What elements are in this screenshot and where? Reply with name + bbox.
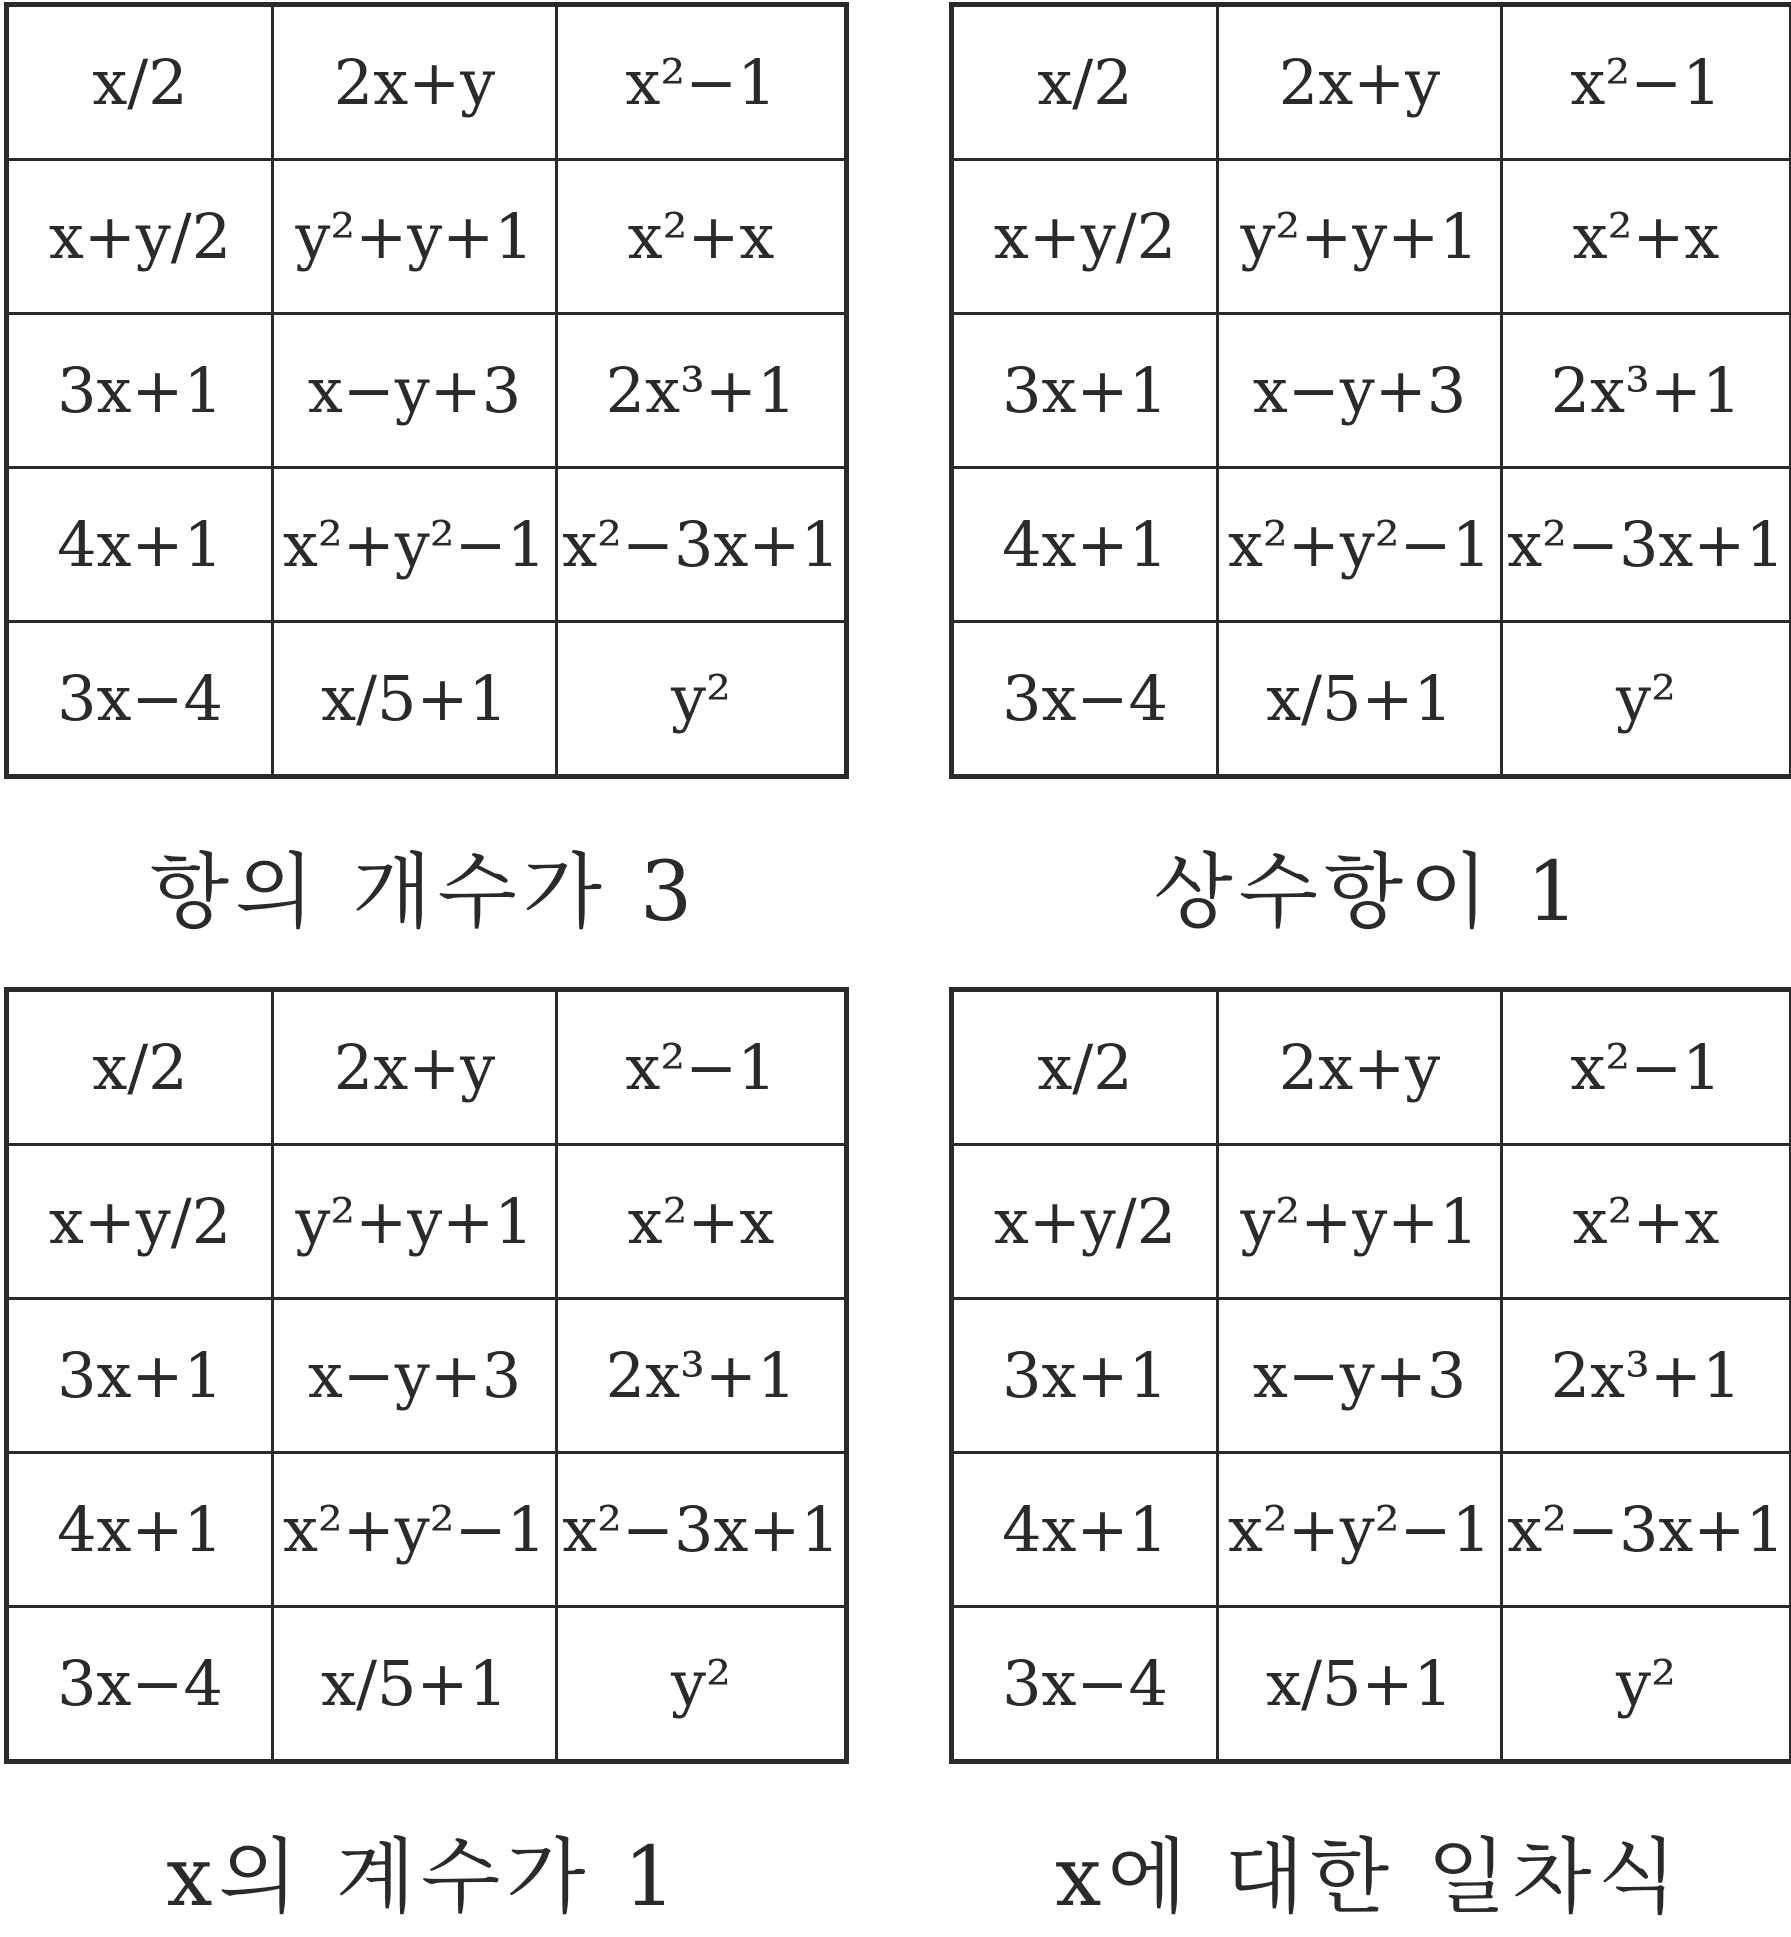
expression-text: x/2 <box>92 46 188 119</box>
table-row <box>952 990 1791 1145</box>
table-cell <box>952 5 1218 160</box>
table-cell <box>1218 990 1502 1145</box>
table-cell <box>7 314 273 468</box>
expression-text: x²+y²−1 <box>282 508 547 581</box>
expression-text: x/5+1 <box>321 662 508 735</box>
table-panel-3 <box>4 987 844 1925</box>
table-cell <box>952 990 1218 1145</box>
expression-text: x²+x <box>627 1185 775 1258</box>
expression-text: y²+y+1 <box>295 1185 534 1258</box>
expression-text: 3x+1 <box>1002 1339 1168 1412</box>
table-cell <box>1218 5 1502 160</box>
table-cell <box>273 1145 557 1299</box>
expression-text: x/5+1 <box>1266 1647 1453 1720</box>
table-row <box>952 1607 1791 1762</box>
expression-text: x²−1 <box>625 1031 777 1104</box>
table-cell <box>1502 1453 1791 1607</box>
table-cell <box>1502 1607 1791 1762</box>
table-cell <box>557 1453 847 1607</box>
expression-text: 3x+1 <box>57 354 223 427</box>
expression-text: x²−3x+1 <box>1507 1493 1785 1566</box>
table-row <box>952 1299 1791 1453</box>
table-cell <box>952 1299 1218 1453</box>
table-row <box>7 622 847 777</box>
expression-text: 3x+1 <box>1002 354 1168 427</box>
expression-text: 3x−4 <box>57 1647 223 1720</box>
expression-text: x²−3x+1 <box>562 508 840 581</box>
table-caption: 상수항이 1 <box>1153 845 1585 940</box>
table-row <box>7 468 847 622</box>
table-cell <box>557 1145 847 1299</box>
table-cell <box>1502 468 1791 622</box>
table-cell <box>1502 622 1791 777</box>
expression-text: y² <box>671 662 731 735</box>
expression-text: 3x−4 <box>57 662 223 735</box>
table-caption: x에 대한 일차식 <box>1055 1830 1683 1925</box>
expression-text: x+y/2 <box>993 200 1177 273</box>
table-row <box>7 160 847 314</box>
expression-text: 2x+y <box>1278 1031 1441 1104</box>
table-cell <box>7 468 273 622</box>
table-row <box>7 1453 847 1607</box>
table-row <box>952 622 1791 777</box>
expression-text: x²−3x+1 <box>1507 508 1785 581</box>
table-cell <box>1218 1453 1502 1607</box>
table-cell <box>1502 1145 1791 1299</box>
table-cell <box>273 468 557 622</box>
expression-text: x/5+1 <box>321 1647 508 1720</box>
table-cell <box>1502 990 1791 1145</box>
table-cell <box>1502 160 1791 314</box>
table-cell <box>557 160 847 314</box>
table-row <box>952 1145 1791 1299</box>
expression-text: 4x+1 <box>1002 508 1168 581</box>
table-row <box>7 314 847 468</box>
table-cell <box>557 1607 847 1762</box>
table-panel-4 <box>949 987 1789 1925</box>
table-cell <box>557 1299 847 1453</box>
table-cell <box>7 1299 273 1453</box>
table-row <box>7 1299 847 1453</box>
table-cell <box>952 314 1218 468</box>
table-cell <box>952 1145 1218 1299</box>
expression-text: 2x³+1 <box>1550 1339 1742 1412</box>
expression-text: x+y/2 <box>48 1185 232 1258</box>
expression-text: 2x+y <box>333 46 496 119</box>
table-cell <box>1502 1299 1791 1453</box>
expression-text: x/2 <box>1037 46 1133 119</box>
expression-text: 2x³+1 <box>1550 354 1742 427</box>
table-caption: 항의 개수가 3 <box>149 845 699 940</box>
expression-text: y² <box>671 1647 731 1720</box>
table-row <box>7 1607 847 1762</box>
expression-text: x−y+3 <box>307 354 522 427</box>
expression-table <box>949 987 1791 1764</box>
table-row <box>952 468 1791 622</box>
expression-text: 2x+y <box>1278 46 1441 119</box>
expression-text: 3x−4 <box>1002 662 1168 735</box>
expression-text: 2x³+1 <box>605 354 797 427</box>
table-cell <box>557 314 847 468</box>
table-cell <box>1218 1145 1502 1299</box>
expression-text: y² <box>1616 1647 1676 1720</box>
expression-text: x²+x <box>627 200 775 273</box>
table-cell <box>557 468 847 622</box>
expression-text: 4x+1 <box>57 508 223 581</box>
table-cell <box>557 990 847 1145</box>
expression-text: x+y/2 <box>993 1185 1177 1258</box>
expression-text: x²+y²−1 <box>282 1493 547 1566</box>
expression-text: x²+x <box>1572 1185 1720 1258</box>
expression-text: x+y/2 <box>48 200 232 273</box>
expression-text: 2x+y <box>333 1031 496 1104</box>
expression-text: y² <box>1616 662 1676 735</box>
table-cell <box>1218 1607 1502 1762</box>
table-cell <box>7 990 273 1145</box>
table-cell <box>273 160 557 314</box>
expression-table <box>4 987 849 1764</box>
table-cell <box>7 1453 273 1607</box>
table-cell <box>1218 622 1502 777</box>
expression-text: x²+y²−1 <box>1227 1493 1492 1566</box>
table-cell <box>557 622 847 777</box>
table-cell <box>1502 5 1791 160</box>
table-row <box>7 990 847 1145</box>
expression-text: x−y+3 <box>1252 354 1467 427</box>
table-cell <box>273 1453 557 1607</box>
table-cell <box>273 1299 557 1453</box>
table-row <box>952 1453 1791 1607</box>
table-cell <box>1218 1299 1502 1453</box>
expression-text: y²+y+1 <box>1240 1185 1479 1258</box>
table-cell <box>7 160 273 314</box>
table-row <box>952 5 1791 160</box>
table-cell <box>7 5 273 160</box>
table-panel-1 <box>4 2 844 940</box>
expression-text: x−y+3 <box>307 1339 522 1412</box>
expression-text: y²+y+1 <box>295 200 534 273</box>
table-cell <box>273 5 557 160</box>
table-cell <box>1218 160 1502 314</box>
expression-text: x/2 <box>1037 1031 1133 1104</box>
expression-table <box>949 2 1791 779</box>
table-cell <box>7 1607 273 1762</box>
expression-text: x²−1 <box>1570 1031 1722 1104</box>
table-cell <box>952 468 1218 622</box>
expression-text: x−y+3 <box>1252 1339 1467 1412</box>
expression-text: 2x³+1 <box>605 1339 797 1412</box>
table-row <box>7 5 847 160</box>
expression-text: x²−1 <box>1570 46 1722 119</box>
expression-text: x²+y²−1 <box>1227 508 1492 581</box>
table-cell <box>273 314 557 468</box>
expression-text: 3x+1 <box>57 1339 223 1412</box>
expression-text: 3x−4 <box>1002 1647 1168 1720</box>
table-row <box>952 314 1791 468</box>
table-cell <box>7 622 273 777</box>
table-cell <box>1218 468 1502 622</box>
table-row <box>7 1145 847 1299</box>
table-cell <box>1502 314 1791 468</box>
table-cell <box>7 1145 273 1299</box>
table-cell <box>557 5 847 160</box>
table-caption: x의 계수가 1 <box>166 1830 682 1925</box>
table-cell <box>273 622 557 777</box>
table-cell <box>952 160 1218 314</box>
table-row <box>952 160 1791 314</box>
expression-text: x/5+1 <box>1266 662 1453 735</box>
table-cell <box>273 990 557 1145</box>
table-cell <box>952 1453 1218 1607</box>
table-panel-2 <box>949 2 1789 940</box>
table-cell <box>952 622 1218 777</box>
expression-text: x²−3x+1 <box>562 1493 840 1566</box>
table-cell <box>273 1607 557 1762</box>
expression-text: x²−1 <box>625 46 777 119</box>
expression-text: 4x+1 <box>57 1493 223 1566</box>
table-cell <box>1218 314 1502 468</box>
expression-text: 4x+1 <box>1002 1493 1168 1566</box>
expression-text: x²+x <box>1572 200 1720 273</box>
expression-text: x/2 <box>92 1031 188 1104</box>
table-cell <box>952 1607 1218 1762</box>
expression-table <box>4 2 849 779</box>
expression-text: y²+y+1 <box>1240 200 1479 273</box>
